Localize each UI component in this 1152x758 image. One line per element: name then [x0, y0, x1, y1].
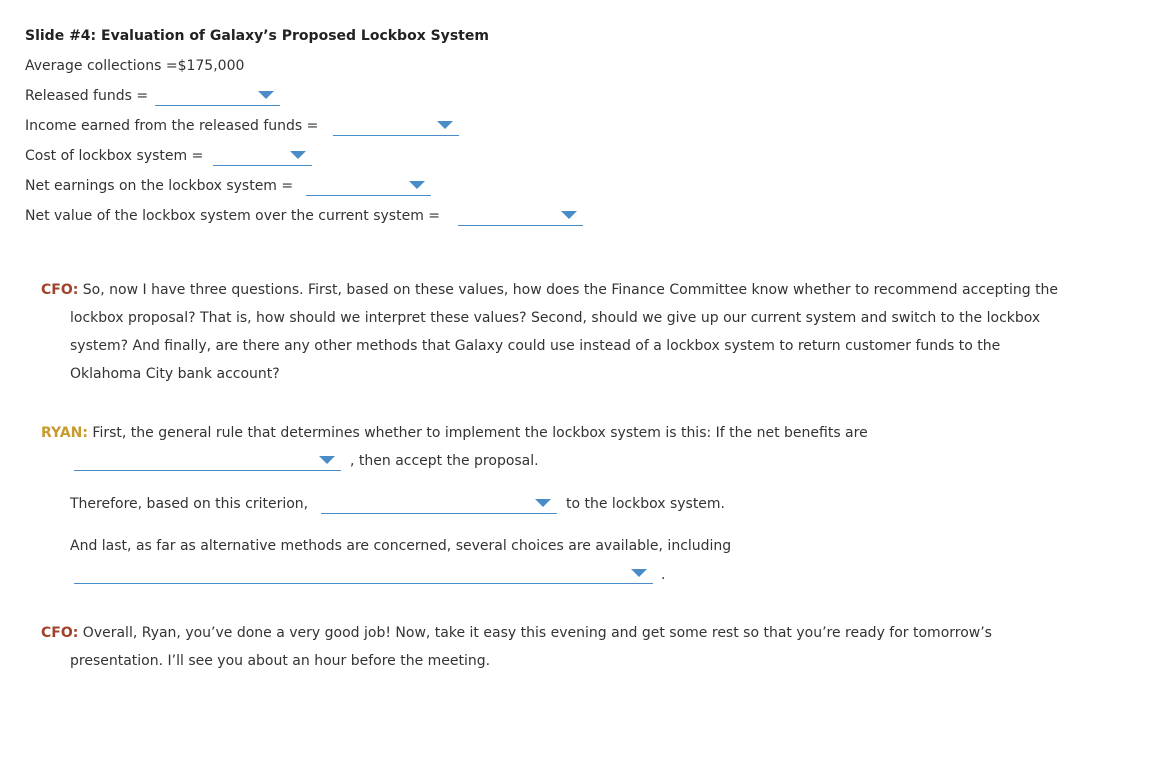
alternative-methods-dropdown[interactable]	[74, 563, 653, 584]
chevron-down-icon	[437, 121, 453, 129]
cfo-line-1: So, now I have three questions. First, based on these values, how does the Finance Committee know whether to recommend accepting the	[82, 282, 1059, 298]
net-earnings-dropdown[interactable]	[306, 175, 431, 196]
period-text: .	[661, 567, 666, 583]
ryan-line-1: First, the general rule that determines whether to implement the lockbox system is this: If the net benefits are	[92, 425, 868, 441]
chevron-down-icon	[631, 569, 647, 577]
cfo-dialogue-2	[41, 619, 992, 675]
cost-of-lockbox-label: Cost of lockbox system =	[25, 148, 204, 164]
accept-proposal-text: , then accept the proposal.	[350, 453, 539, 469]
chevron-down-icon	[409, 181, 425, 189]
released-funds-dropdown[interactable]	[155, 85, 280, 106]
net-value-label: Net value of the lockbox system over the current system =	[25, 208, 441, 224]
net-earnings-label: Net earnings on the lockbox system =	[25, 178, 294, 194]
income-earned-dropdown[interactable]	[333, 115, 459, 136]
cfo-line-2: lockbox proposal? That is, how should we interpret these values? Second, should we give up our current system and switch to the lockbox	[70, 310, 1041, 326]
cfo-line-3: system? And finally, are there any other methods that Galaxy could use instead of a lockbox system to return customer funds to the	[70, 338, 1001, 354]
income-earned-label: Income earned from the released funds =	[25, 118, 319, 134]
chevron-down-icon	[535, 499, 551, 507]
chevron-down-icon	[290, 151, 306, 159]
cfo-line-4: Oklahoma City bank account?	[70, 366, 280, 382]
alternatives-text: And last, as far as alternative methods are concerned, several choices are available, including	[70, 538, 732, 554]
chevron-down-icon	[319, 456, 335, 464]
cost-of-lockbox-dropdown[interactable]	[213, 145, 312, 166]
average-collections-text: Average collections =$175,000	[25, 58, 245, 74]
ryan-speaker-label: RYAN:	[41, 425, 88, 441]
net-benefits-dropdown[interactable]	[74, 450, 341, 471]
cfo-dialogue-1	[41, 276, 1058, 388]
switch-decision-dropdown[interactable]	[321, 493, 557, 514]
ryan-dialogue-line-1	[41, 424, 868, 442]
therefore-text: Therefore, based on this criterion,	[70, 496, 309, 512]
cfo2-line-2: presentation. I’ll see you about an hour before the meeting.	[70, 653, 491, 669]
cfo-speaker-label: CFO:	[41, 282, 79, 298]
to-lockbox-text: to the lockbox system.	[566, 496, 726, 512]
slide-title: Slide #4: Evaluation of Galaxy’s Proposed Lockbox System	[25, 28, 489, 44]
chevron-down-icon	[258, 91, 274, 99]
net-value-dropdown[interactable]	[458, 205, 583, 226]
chevron-down-icon	[561, 211, 577, 219]
cfo2-line-1: Overall, Ryan, you’ve done a very good job! Now, take it easy this evening and get some rest so that you’re ready for tomorrow’s	[82, 625, 992, 641]
cfo-speaker-label: CFO:	[41, 625, 79, 641]
released-funds-label: Released funds =	[25, 88, 149, 104]
